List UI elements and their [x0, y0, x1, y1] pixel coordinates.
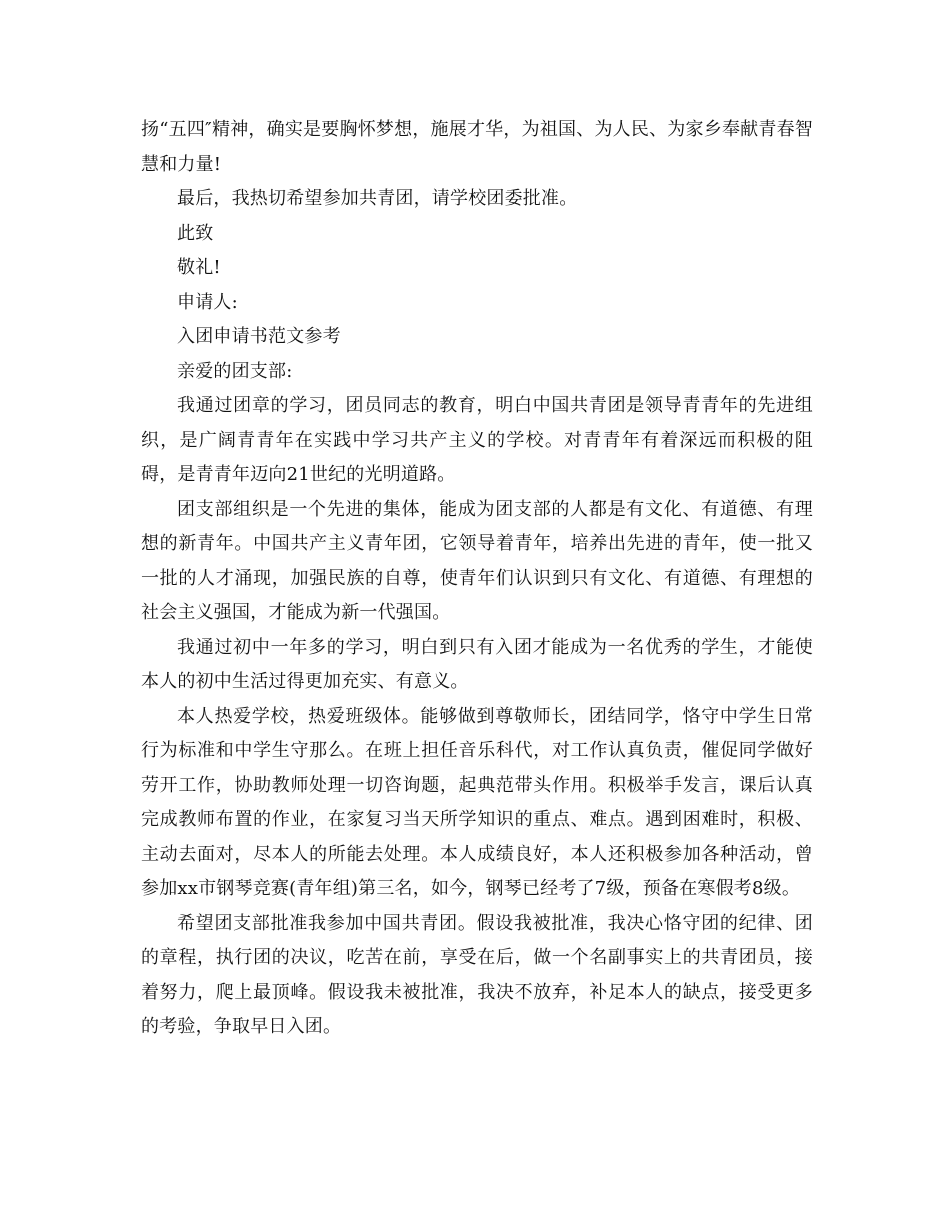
- paragraph-body-3: 我通过初中一年多的学习，明白到只有入团才能成为一名优秀的学生，才能使本人的初中生活过得更加充实、有意义。: [141, 636, 813, 692]
- paragraph-continuation: 扬“五四″精神，确实是要胸怀梦想，施展才华，为祖国、为人民、为家乡奉献青春智慧和力量!: [141, 119, 813, 175]
- paragraph-closing-request: 最后，我热切希望参加共青团，请学校团委批准。: [177, 188, 578, 209]
- salutation-jingli: 敬礼!: [177, 257, 221, 278]
- paragraph-body-2: 团支部组织是一个先进的集体，能成为团支部的人都是有文化、有道德、有理想的新青年。中国共产主义青年团，它领导着青年，培养出先进的青年，使一批又一批的人才涌现，加强民族的自尊，使青年们认识到只有文化、有道德、有理想的社会主义强国，才能成为新一代强国。: [141, 498, 813, 623]
- document-body: [141, 113, 813, 1045]
- paragraph-body-5: 希望团支部批准我参加中国共青团。假设我被批准，我决心恪守团的纪律、团的章程，执行团的决议，吃苦在前，享受在后，做一个名副事实上的共青团员，接着努力，爬上最顶峰。假设我未被批准，我决不放弃，补足本人的缺点，接受更多的考验，争取早日入团。: [141, 912, 813, 1037]
- applicant-label: 申请人:: [177, 291, 238, 313]
- greeting: 亲爱的团支部:: [177, 360, 293, 382]
- paragraph-body-1: 我通过团章的学习，团员同志的教育，明白中国共青团是领导青青年的先进组织，是广阔青青年在实践中学习共产主义的学校。对青青年有着深远而积极的阻碍，是青青年迈向21世纪的光明道路。: [141, 395, 813, 485]
- section-title: 入团申请书范文参考: [177, 326, 341, 347]
- salutation-cizhi: 此致: [177, 222, 214, 244]
- paragraph-body-4: 本人热爱学校，热爱班级体。能够做到尊敬师长，团结同学，恪守中学生日常行为标准和中学生守那么。在班上担任音乐科代，对工作认真负责，催促同学做好劳开工作，协助教师处理一切咨询题，起典范带头作用。积极举手发言，课后认真完成教师布置的作业，在家复习当天所学知识的重点、难点。遇到困难时，积极、主动去面对，尽本人的所能去处理。本人成绩良好，本人还积极参加各种活动，曾参加xx市钢琴竞赛(青年组)第三名，如今，钢琴已经考了7级，预备在寒假考8级。: [141, 705, 813, 899]
